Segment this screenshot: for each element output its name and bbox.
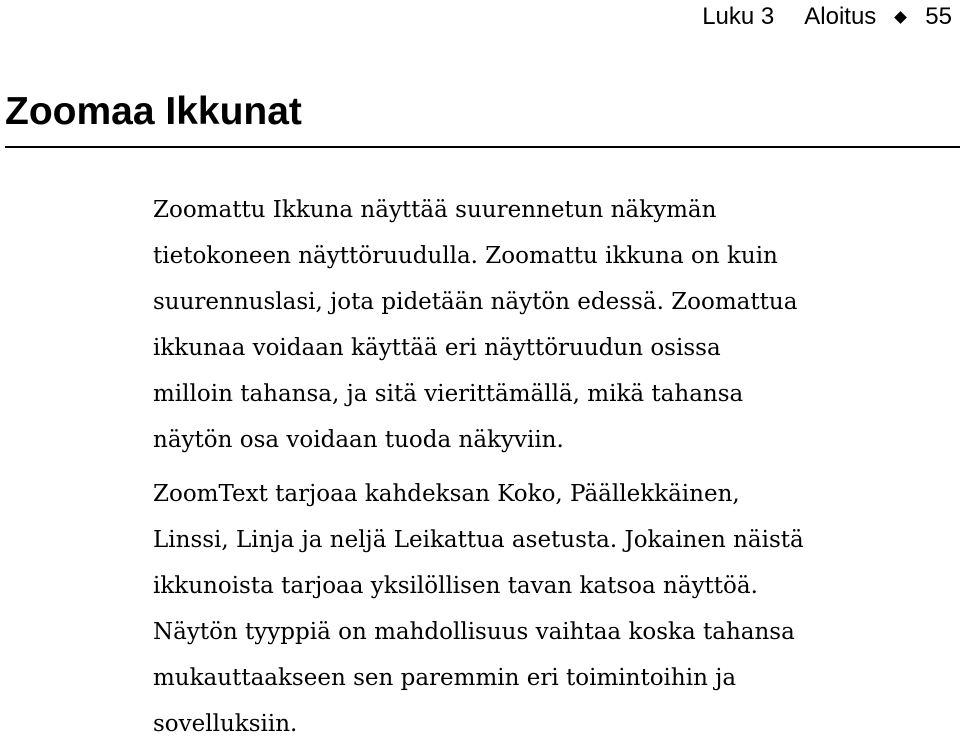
- text-line: näytön osa voidaan tuoda näkyviin.: [153, 427, 564, 453]
- text-line: suurennuslasi, jota pidetään näytön edessä. Zoomattua: [153, 289, 798, 315]
- paragraph-intro: [153, 187, 953, 463]
- text-line: ikkunaa voidaan käyttää eri näyttöruudun osissa: [153, 335, 721, 361]
- text-line: tietokoneen näyttöruudulla. Zoomattu ikkuna on kuin: [153, 243, 778, 269]
- text-line: ZoomText tarjoaa kahdeksan Koko, Päällekkäinen,: [153, 481, 740, 507]
- diamond-icon: [894, 11, 907, 24]
- text-line: mukauttaakseen sen paremmin eri toimintoihin ja: [153, 665, 737, 691]
- chapter-label: Luku 3: [702, 3, 775, 30]
- title-underline: [5, 146, 960, 148]
- text-line: Näytön tyyppiä on mahdollisuus vaihtaa koska tahansa: [153, 619, 795, 645]
- text-line: ikkunoista tarjoaa yksilöllisen tavan katsoa näyttöä.: [153, 573, 758, 599]
- text-line: Linssi, Linja ja neljä Leikattua asetusta. Jokainen näistä: [153, 527, 804, 553]
- running-header: [702, 0, 952, 34]
- text-line: sovelluksiin.: [153, 711, 298, 737]
- page-number: 55: [925, 3, 952, 30]
- paragraph-window-types: [153, 471, 953, 747]
- text-line: milloin tahansa, ja sitä vierittämällä, mikä tahansa: [153, 381, 744, 407]
- section-label: Aloitus: [804, 3, 877, 30]
- text-line: Zoomattu Ikkuna näyttää suurennetun näkymän: [153, 197, 717, 223]
- page-title: Zoomaa Ikkunat: [5, 90, 302, 133]
